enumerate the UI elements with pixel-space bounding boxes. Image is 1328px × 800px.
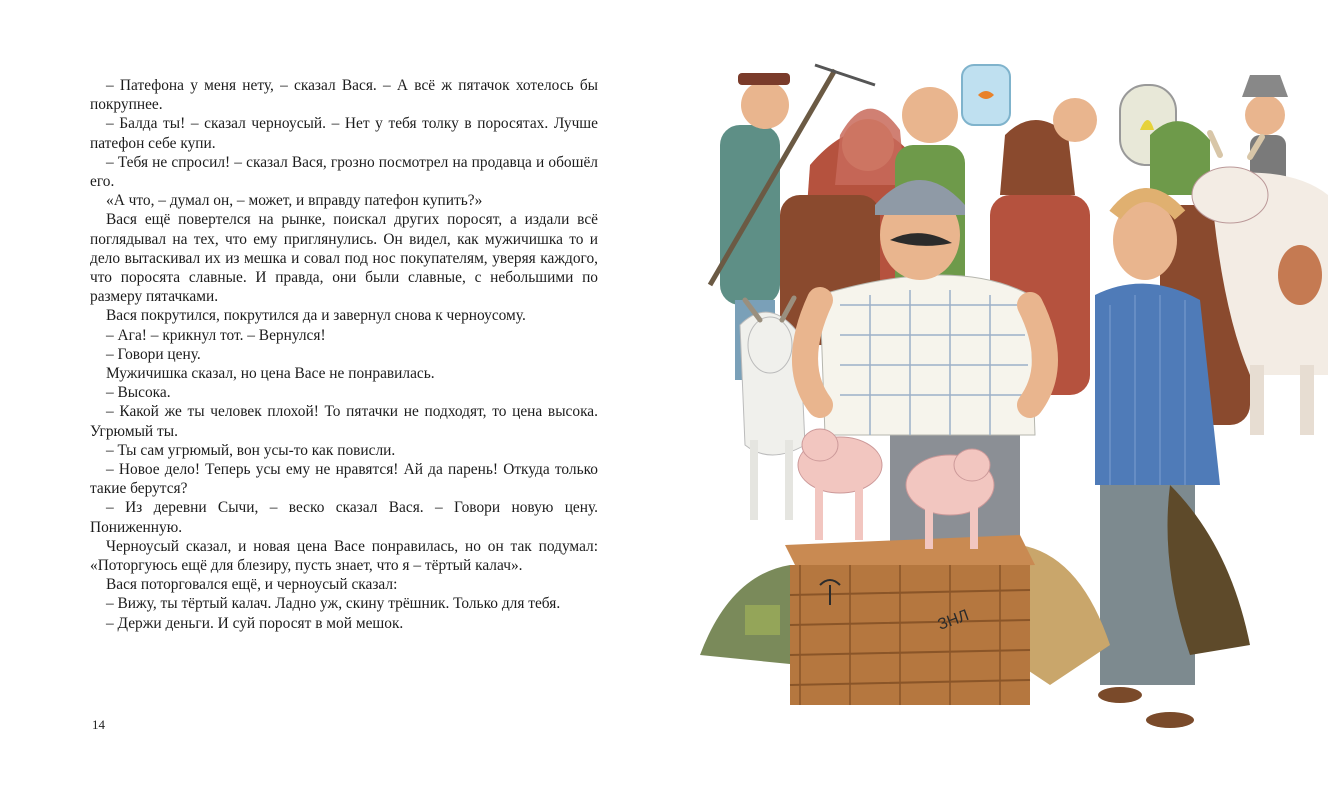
paragraph: «А что, – думал он, – может, и вправду патефон купить?» <box>106 192 483 210</box>
paragraph: – Тебя не спросил! – сказал Вася, грозно посмотрел на продавца и обошёл его. <box>90 153 598 191</box>
paragraph: – Ага! – крикнул тот. – Вернулся! <box>106 326 326 344</box>
paragraph: Черноусый сказал, и новая цена Васе понравилась, но он так подумал: «Поторгуюсь ещё для блезиру, пусть знает, что я – тёртый калач». <box>90 537 598 575</box>
market-illustration <box>690 45 1328 745</box>
wooden-crate <box>785 535 1035 705</box>
paragraph: – Балда ты! – сказал черноусый. – Нет у тебя толку в поросятах. Лучше патефон себе купи. <box>90 115 598 152</box>
paragraph: – Новое дело! Теперь усы ему не нравятся! Ай да парень! Откуда только такие берутся? <box>90 461 598 498</box>
page-number: 14 <box>92 717 105 732</box>
paragraph: Вася ещё повертелся на рынке, поискал других поросят, а издали всё поглядывал на тех, что ему приглянулись. Он видел, как мужичишка то и дело вытаскивал их из мешка и совал под нос покупателям, уверяя каждого, что поросята славные. И правда, они были славные, с небольшими по размеру пятачками. <box>90 211 598 306</box>
paragraph: Мужичишка сказал, но цена Васе не понравилась. <box>106 365 435 383</box>
paragraph: – Говори цену. <box>106 345 201 363</box>
paragraph: – Держи деньги. И суй поросят в мой мешок. <box>106 614 404 632</box>
paragraph: Вася поторговался ещё, и черноусый сказал: <box>106 576 398 594</box>
paragraph: – Какой же ты человек плохой! То пятачки не подходят, то цена высока. Угрюмый ты. <box>90 403 598 440</box>
paragraph: – Ты сам угрюмый, вон усы-то как повисли. <box>106 441 396 459</box>
text-column <box>90 76 598 633</box>
paragraph: – Вижу, ты тёртый калач. Ладно уж, скину трёшник. Только для тебя. <box>106 595 561 613</box>
crate-marking: ЗНЛ <box>935 606 972 634</box>
paragraph: Вася покрутился, покрутился да и завернул снова к черноусому. <box>106 307 526 325</box>
paragraph: – Из деревни Сычи, – веско сказал Вася. – Говори новую цену. Пониженную. <box>90 499 598 536</box>
paragraph: – Высока. <box>106 384 171 402</box>
paragraph: – Патефона у меня нету, – сказал Вася. – А всё ж пятачок хотелось бы покрупнее. <box>90 77 598 114</box>
goat-figure <box>740 298 805 520</box>
